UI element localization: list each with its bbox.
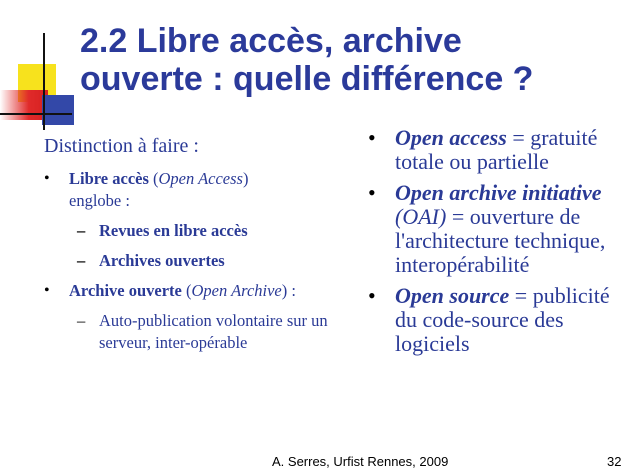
left-column (44, 134, 334, 362)
list-item-archive-ouverte: • Archive ouverte (Open Archive) : (44, 281, 296, 300)
bullet-icon: • (368, 283, 376, 308)
sub-item-revues: – Revues en libre accès (77, 221, 248, 240)
decor-vertical-line (43, 33, 45, 130)
slide-title-line-1: 2.2 Libre accès, archive (80, 22, 462, 60)
bullet-icon: • (44, 282, 50, 299)
dash-icon: – (77, 311, 86, 330)
sub-item-auto-publication: – Auto-publication volontaire sur un serveur, inter-opérable (77, 311, 328, 352)
bullet-icon: • (44, 170, 50, 187)
list-item-oai: • Open archive initiative (OAI) = ouverture de l'architecture technique, interopérabilité (368, 180, 606, 277)
bullet-icon: • (368, 180, 376, 205)
sub-item-archives: – Archives ouvertes (77, 251, 225, 270)
right-column (368, 126, 636, 363)
dash-icon: – (77, 251, 86, 270)
decor-blue-square (42, 95, 74, 125)
list-item-libre-acces: • Libre accès (Open Access) englobe : (44, 169, 249, 210)
page-number: 32 (607, 454, 622, 469)
dash-icon: – (77, 221, 86, 240)
decor-horizontal-line (0, 113, 72, 115)
bullet-icon: • (368, 125, 376, 150)
slide-title-line-2: ouverte : quelle différence ? (80, 60, 534, 98)
intro-text: Distinction à faire : (44, 135, 199, 157)
slide-title (80, 22, 635, 98)
footer-credit: A. Serres, Urfist Rennes, 2009 (272, 454, 449, 469)
list-item-open-access: • Open access = gratuité totale ou partielle (368, 125, 598, 174)
list-item-open-source: • Open source = publicité du code-source des logiciels (368, 283, 610, 356)
decor-red-bar (0, 90, 48, 120)
